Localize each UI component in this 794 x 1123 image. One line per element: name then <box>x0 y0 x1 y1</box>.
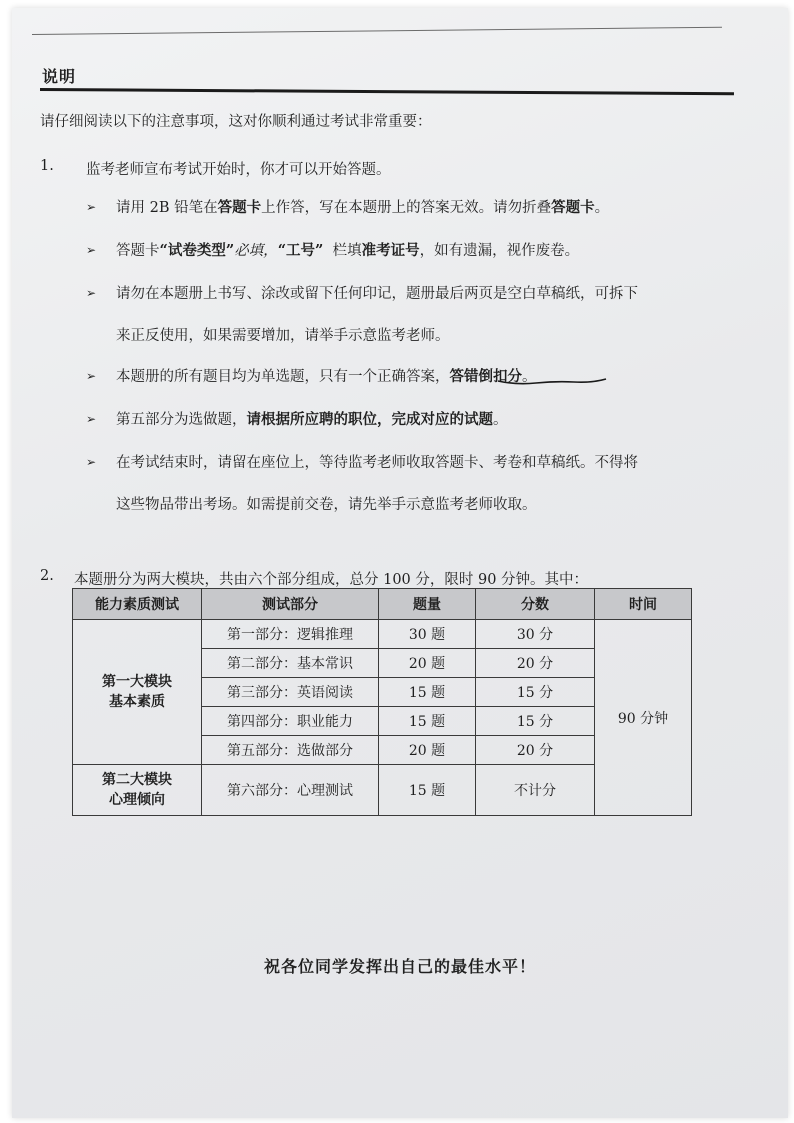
score-cell: 15 分 <box>476 678 595 707</box>
module-1-cell: 第一大模块 基本素质 <box>73 620 202 765</box>
top-divider <box>32 27 722 35</box>
bullet-icon: ➢ <box>86 200 97 214</box>
header-count: 题量 <box>379 589 476 620</box>
bullet-icon: ➢ <box>86 369 97 383</box>
header-ability: 能力素质测试 <box>73 589 202 620</box>
bullet-icon: ➢ <box>86 455 97 469</box>
count-cell: 20 题 <box>379 736 476 765</box>
count-cell: 15 题 <box>379 707 476 736</box>
part-cell: 第二部分：基本常识 <box>202 649 379 678</box>
item-2-number: 2. <box>40 568 54 584</box>
count-cell: 20 题 <box>379 649 476 678</box>
bullet-5-text: 第五部分为选做题，请根据所应聘的职位，完成对应的试题。 <box>116 411 508 428</box>
part-cell: 第六部分：心理测试 <box>202 765 379 816</box>
time-cell: 90 分钟 <box>595 620 692 816</box>
bullet-3-line-1: 请勿在本题册上书写、涂改或留下任何印记，题册最后两页是空白草稿纸，可拆下 <box>116 286 638 302</box>
handwritten-underline <box>496 373 608 387</box>
score-cell: 不计分 <box>476 765 595 816</box>
header-score: 分数 <box>476 589 595 620</box>
table-row <box>73 620 692 649</box>
count-cell: 30 题 <box>379 620 476 649</box>
part-cell: 第三部分：英语阅读 <box>202 678 379 707</box>
section-heading: 说明 <box>42 67 77 86</box>
exam-instructions-page <box>12 8 788 1118</box>
score-cell: 20 分 <box>476 736 595 765</box>
bullet-6-line-2: 这些物品带出考场。如需提前交卷，请先举手示意监考老师收取。 <box>116 497 537 513</box>
bullet-3-line-2: 来正反使用，如果需要增加，请举手示意监考老师。 <box>116 328 450 344</box>
bullet-6-line-1: 在考试结束时，请留在座位上，等待监考老师收取答题卡、考卷和草稿纸。不得将 <box>116 455 638 471</box>
item-1-number: 1. <box>40 158 54 174</box>
count-cell: 15 题 <box>379 765 476 816</box>
bullet-4-text: 本题册的所有题目均为单选题，只有一个正确答案，答错倒扣分。 <box>116 368 537 385</box>
part-cell: 第四部分：职业能力 <box>202 707 379 736</box>
bullet-icon: ➢ <box>86 243 97 257</box>
bullet-icon: ➢ <box>86 286 97 300</box>
part-cell: 第五部分：选做部分 <box>202 736 379 765</box>
bullet-1-text: 请用 2B 铅笔在答题卡上作答，写在本题册上的答案无效。请勿折叠答题卡。 <box>116 199 610 216</box>
score-cell: 30 分 <box>476 620 595 649</box>
part-cell: 第一部分：逻辑推理 <box>202 620 379 649</box>
item-2-text: 本题册分为两大模块，共由六个部分组成，总分 100 分，限时 90 分钟。其中： <box>74 572 589 588</box>
table-header-row <box>73 589 692 620</box>
header-part: 测试部分 <box>202 589 379 620</box>
header-time: 时间 <box>595 589 692 620</box>
module-2-cell: 第二大模块 心理倾向 <box>73 765 202 816</box>
closing-message: 祝各位同学发挥出自己的最佳水平！ <box>263 957 536 976</box>
item-1-text: 监考老师宣布考试开始时，你才可以开始答题。 <box>86 162 391 178</box>
score-cell: 15 分 <box>476 707 595 736</box>
count-cell: 15 题 <box>379 678 476 707</box>
intro-text: 请仔细阅读以下的注意事项，这对你顺利通过考试非常重要： <box>40 114 432 130</box>
bullet-icon: ➢ <box>86 412 97 426</box>
heading-divider <box>40 88 734 95</box>
score-cell: 20 分 <box>476 649 595 678</box>
bullet-2-text: 答题卡“试卷类型”必填，“工号” 栏填准考证号，如有遗漏，视作废卷。 <box>116 242 580 259</box>
exam-structure-table <box>72 588 692 816</box>
